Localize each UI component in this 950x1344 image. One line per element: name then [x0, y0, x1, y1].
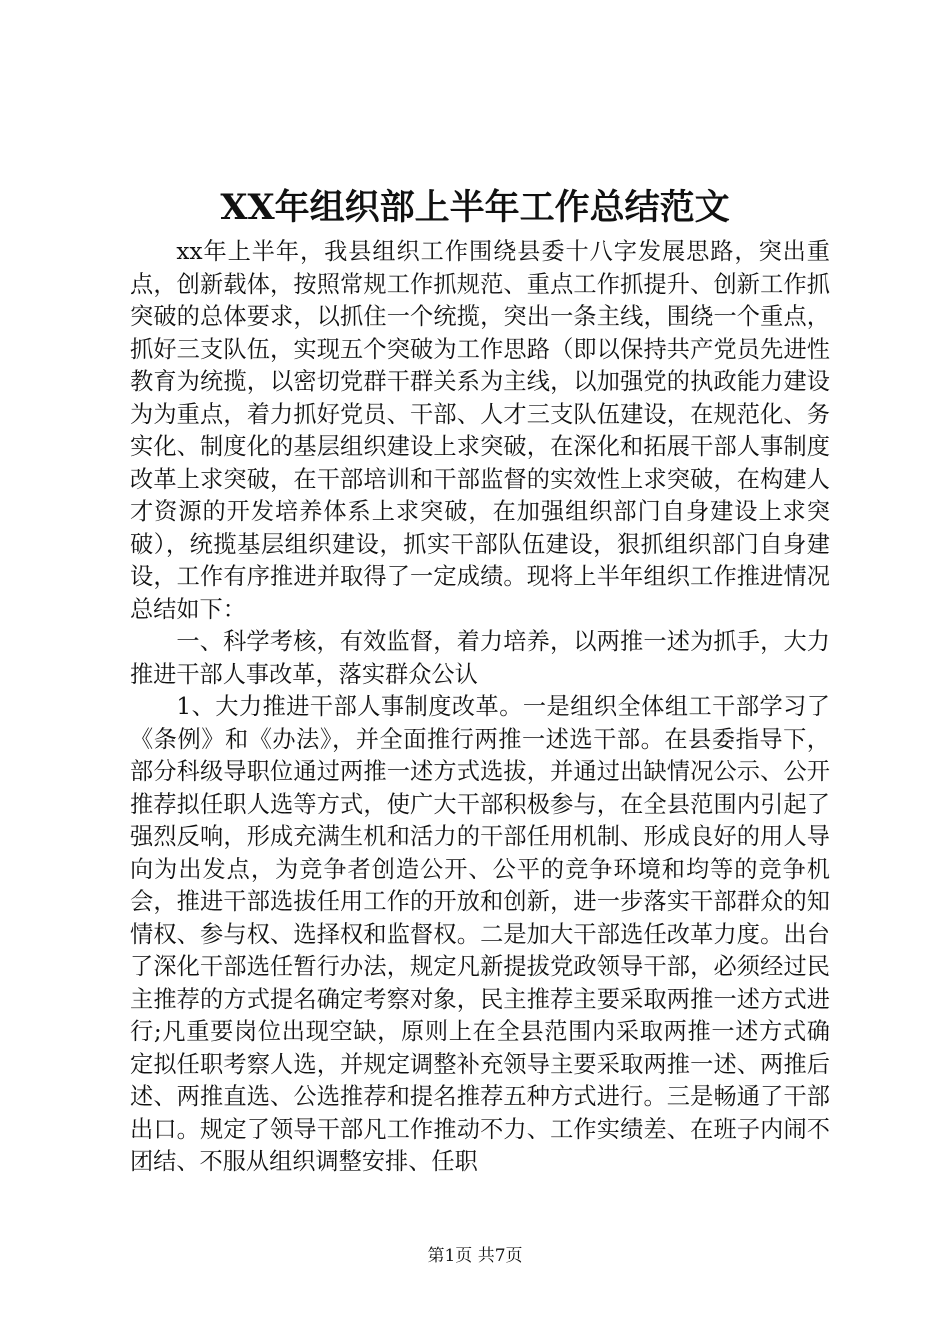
document-body — [130, 236, 830, 1179]
document-title: XX年组织部上半年工作总结范文 — [220, 187, 730, 228]
page-number: 第1页 共7页 — [427, 1246, 523, 1266]
paragraph-intro: xx年上半年，我县组织工作围绕县委十八字发展思路，突出重点，创新载体，按照常规工作抓规范、重点工作抓提升、创新工作抓突破的总体要求，以抓住一个统揽，突出一条主线，围绕一个重点，抓好三支队伍，实现五个突破为工作思路（即以保持共产党员先进性教育为统揽，以密切党群干群关系为主线，以加强党的执政能力建设为为重点，着力抓好党员、干部、人才三支队伍建设，在规范化、务实化、制度化的基层组织建设上求突破，在深化和拓展干部人事制度改革上求突破，在干部培训和干部监督的实效性上求突破，在构建人才资源的开发培养体系上求突破，在加强组织部门自身建设上求突破），统揽基层组织建设，抓实干部队伍建设，狠抓组织部门自身建设，工作有序推进并取得了一定成绩。现将上半年组织工作推进情况总结如下： — [130, 238, 830, 623]
paragraph-item-1: 1、大力推进干部人事制度改革。一是组织全体组工干部学习了《条例》和《办法》，并全面推行两推一述选干部。在县委指导下，部分科级导职位通过两推一述方式选拔，并通过出缺情况公示、公开推荐拟任职人选等方式，使广大干部积极参与，在全县范围内引起了强烈反响，形成充满生机和活力的干部任用机制、形成良好的用人导向为出发点，为竞争者创造公开、公平的竞争环境和均等的竞争机会，推进干部选拔任用工作的开放和创新，进一步落实干部群众的知情权、参与权、选择权和监督权。二是加大干部选任改革力度。出台了深化干部选任暂行办法，规定凡新提拔党政领导干部，必须经过民主推荐的方式提名确定考察对象，民主推荐主要采取两推一述方式进行;凡重要岗位出现空缺，原则上在全县范围内采取两推一述方式确定拟任职考察人选，并规定调整补充领导主要采取两推一述、两推后述、两推直选、公选推荐和提名推荐五种方式进行。三是畅通了干部出口。规定了领导干部凡工作推动不力、工作实绩差、在班子内闹不团结、不服从组织调整安排、任职 — [130, 693, 830, 1175]
paragraph-section-heading: 一、科学考核，有效监督，着力培养，以两推一述为抓手，大力推进干部人事改革，落实群众公认 — [130, 628, 830, 688]
